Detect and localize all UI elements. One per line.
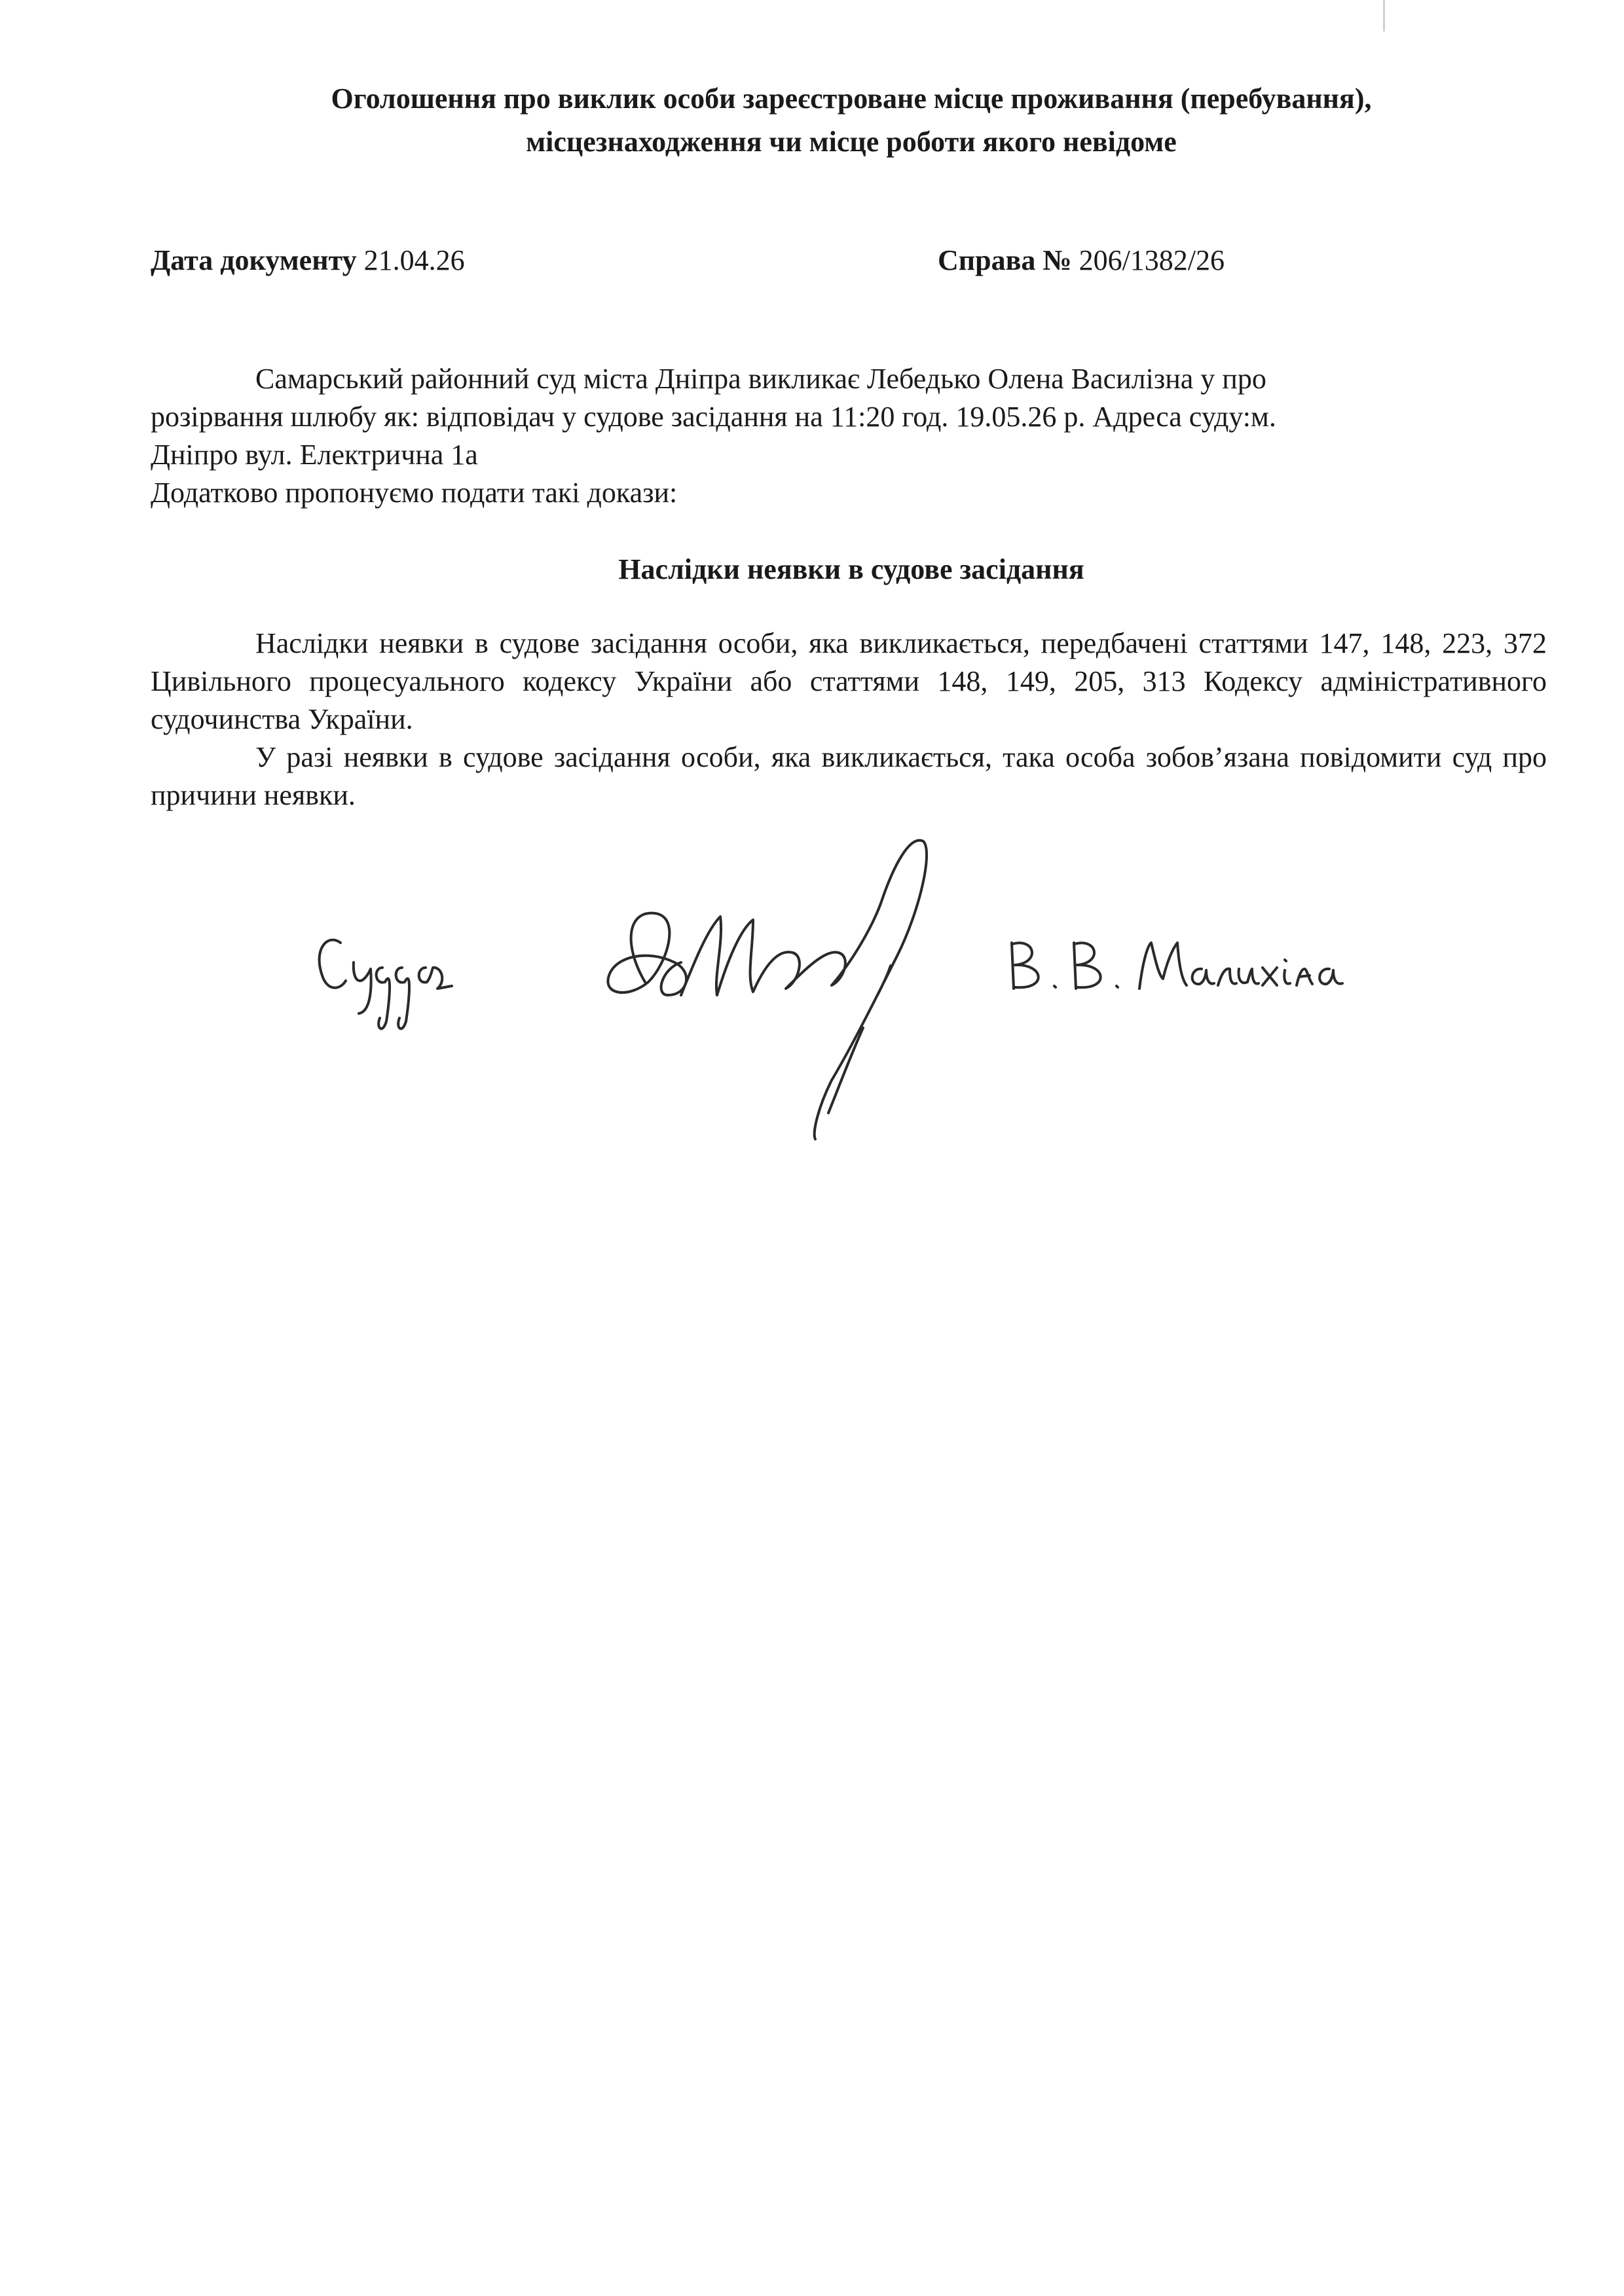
date-value: 21.04.26 — [363, 244, 465, 276]
consequences-heading: Наслідки неявки в судове засідання — [618, 553, 1084, 585]
case-label: Справа № — [938, 244, 1072, 276]
summons-line-3: Дніпро вул. Електрична 1а — [151, 439, 478, 471]
signature-scribble — [608, 841, 927, 1139]
document-date — [151, 241, 465, 280]
consequences-paragraph-2: У разі неявки в судове засідання особи, яка викликається, така особа зобов’язана повідомити суд про причини неявки. — [151, 741, 1547, 811]
consequences-text — [151, 625, 1547, 814]
scan-edge-mark — [1383, 0, 1385, 31]
consequences-paragraph-1: Наслідки неявки в судове засідання особи, яка викликається, передбачені статтями 147, 148, 223, 372 Цивільного процесуального кодексу України або статтями 148, 149, 205, 313 Кодексу адміністративного судочинства України. — [151, 627, 1547, 735]
case-value: 206/1382/26 — [1079, 244, 1225, 276]
title-line-2: місцезнаходження чи місце роботи якого невідоме — [526, 126, 1177, 158]
announcement-title — [151, 77, 1552, 164]
summons-text — [151, 360, 1547, 512]
case-number — [938, 241, 1225, 280]
summons-line-4: Додатково пропонуємо подати такі докази: — [151, 477, 678, 509]
summons-line-1: Самарський районний суд міста Дніпра викликає Лебедько Олена Василізна у про — [255, 363, 1266, 395]
date-label: Дата документу — [151, 244, 357, 276]
handwritten-role-label — [320, 940, 452, 1029]
title-line-1: Оголошення про виклик особи зареєстроване місце проживання (перебування), — [331, 82, 1372, 115]
handwritten-judge-name — [1012, 943, 1342, 989]
summons-line-2: розірвання шлюбу як: відповідач у судове засідання на 11:20 год. 19.05.26 р. Адреса суду:м. — [151, 401, 1276, 433]
